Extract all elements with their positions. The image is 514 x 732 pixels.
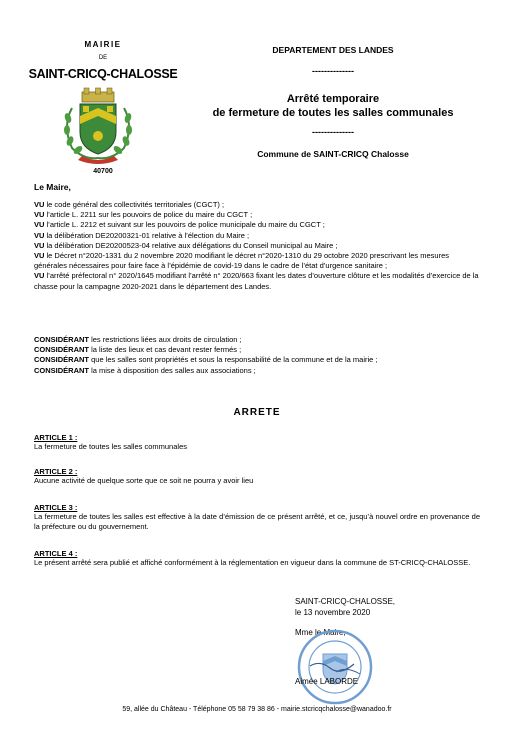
considerant-item: CONSIDÉRANT la mise à disposition des salles aux associations ;	[34, 365, 256, 375]
separator: --------------	[312, 127, 354, 137]
arrete-heading: ARRETE	[233, 407, 281, 418]
article-4	[34, 549, 480, 568]
document-title-line2: de fermeture de toutes les salles communales	[212, 107, 454, 119]
article-text: Aucune activité de quelque sorte que ce soit ne pourra y avoir lieu	[34, 476, 254, 485]
considerant-list	[34, 335, 480, 376]
signature-role: Mme le Maire,	[295, 628, 346, 637]
vu-item: VU la délibération DE20200321-01 relative à l’élection du Maire ;	[34, 230, 250, 240]
considerant-item: CONSIDÉRANT que les salles sont propriétés et sous la responsabilité de la commune et de la mairie ;	[34, 355, 378, 365]
article-title: ARTICLE 2 :	[34, 467, 78, 476]
article-1	[34, 433, 480, 452]
vu-item: VU l’arrêté préfectoral n° 2020/1645 modifiant l’arrêté n° 2020/663 fixant les dates d’ouverture clôture et les modalités d’exercice de la chasse pour la campagne 2020-2021 dans le département des Landes.	[34, 271, 479, 291]
de-label: DE	[98, 55, 108, 61]
article-3	[34, 503, 480, 532]
vu-item: VU le code général des collectivités territoriales (CGCT) ;	[34, 200, 225, 209]
postal-code: 40700	[93, 168, 113, 175]
considerant-item: CONSIDÉRANT les restrictions liées aux droits de circulation ;	[34, 335, 242, 344]
footer-contact: 59, allée du Château - Téléphone 05 58 79 38 86 - mairie.stcricqchalosse@wanadoo.fr	[122, 706, 392, 713]
vu-item: VU l’article L. 2211 sur les pouvoirs de police du maire du CGCT ;	[34, 210, 253, 220]
commune-line: Commune de SAINT-CRICQ Chalosse	[257, 149, 409, 159]
signature-date: le 13 novembre 2020	[295, 608, 371, 617]
separator: --------------	[312, 66, 354, 76]
vu-list	[34, 200, 480, 292]
commune-name: SAINT-CRICQ-CHALOSSE	[28, 67, 178, 81]
department-title: DEPARTEMENT DES LANDES	[272, 45, 394, 55]
intro-line: Le Maire,	[34, 182, 71, 192]
considerant-item: CONSIDÉRANT la liste des lieux et cas devant rester fermés ;	[34, 345, 242, 355]
article-text: La fermeture de toutes les salles communales	[34, 442, 187, 451]
document-title-line1: Arrêté temporaire	[286, 93, 380, 105]
article-title: ARTICLE 1 :	[34, 433, 78, 442]
signature-place: SAINT-CRICQ-CHALOSSE,	[295, 597, 396, 606]
vu-item: VU l’article L. 2212 et suivant sur les pouvoirs de police municipale du maire du CGCT ;	[34, 220, 325, 230]
vu-item: VU la délibération DE20200523-04 relative aux délégations du Conseil municipal au Maire ;	[34, 240, 338, 250]
article-title: ARTICLE 3 :	[34, 503, 78, 512]
signature-name: Aimée LABORDE	[295, 677, 359, 686]
official-stamp-icon	[296, 628, 374, 706]
coat-of-arms-icon	[58, 86, 138, 166]
mairie-label: MAIRIE	[84, 40, 122, 49]
article-text: La fermeture de toutes les salles est effective à la date d’émission de ce présent arrêté, et ce, jusqu’à nouvel ordre en provenance de la préfecture ou du gouvernement.	[34, 512, 480, 532]
article-text: Le présent arrêté sera publié et affiché conformément à la réglementation en vigueur dans la commune de ST-CRICQ-CHALOSSE.	[34, 558, 471, 567]
article-title: ARTICLE 4 :	[34, 549, 78, 558]
vu-item: VU le Décret n°2020-1331 du 2 novembre 2020 modifiant le décret n°2020-1310 du 29 octobre 2020 prescrivant les mesures générales nécessaires pour faire face à l’épidémie de covid-19 dans le cadre de l’état d’urgence sanitaire ;	[34, 251, 450, 271]
article-2	[34, 467, 480, 486]
